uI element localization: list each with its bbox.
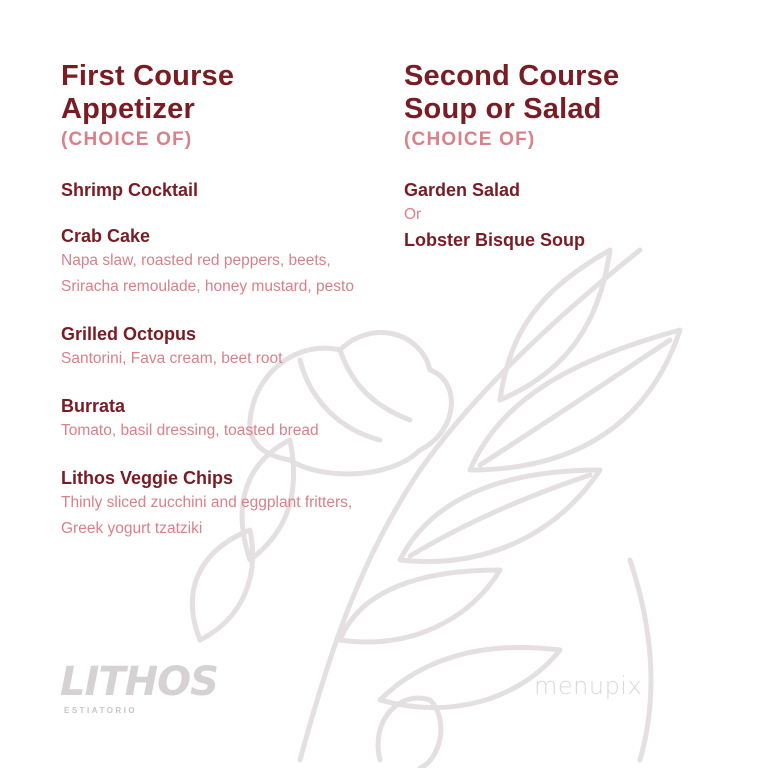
- or-separator: Or: [404, 206, 422, 223]
- menu-item-name-lobster-bisque: Lobster Bisque Soup: [404, 230, 586, 250]
- second-course-choice-note: (CHOICE OF): [404, 129, 536, 150]
- second-course-title-line1: Second Course: [404, 60, 620, 92]
- menu-item-name: Crab Cake: [61, 226, 151, 246]
- first-course-title: [61, 60, 391, 126]
- menu-item: [61, 224, 391, 300]
- menu-item-description: Thinly sliced zucchini and eggplant fritters, Greek yogurt tzatziki: [61, 494, 353, 537]
- second-course-section: [404, 60, 734, 252]
- menu-item-name: Grilled Octopus: [61, 324, 197, 344]
- menu-item-name-garden-salad: Garden Salad: [404, 180, 521, 200]
- menu-item-description: Napa slaw, roasted red peppers, beets, Sriracha remoulade, honey mustard, pesto: [61, 252, 354, 295]
- menu-item-description: Santorini, Fava cream, beet root: [61, 350, 283, 367]
- menu-item: [61, 394, 391, 444]
- logo-wordmark: LITHOS: [60, 659, 218, 705]
- menu-item-description: Tomato, basil dressing, toasted bread: [61, 422, 319, 439]
- menu-item: [61, 466, 391, 542]
- logo-subtitle: ESTIATORIO: [64, 706, 138, 715]
- second-course-title: [404, 60, 734, 126]
- first-course-title-line2: Appetizer: [61, 93, 195, 125]
- second-course-title-line2: Soup or Salad: [404, 93, 602, 125]
- menu-item: [61, 322, 391, 372]
- menu-item-name: Burrata: [61, 396, 126, 416]
- first-course-items: [61, 178, 391, 542]
- menu-item-name: Shrimp Cocktail: [61, 180, 199, 200]
- menu-item: [61, 178, 391, 202]
- lithos-logo: [60, 659, 218, 720]
- first-course-choice-note: (CHOICE OF): [61, 129, 193, 150]
- menupix-watermark: menupix: [534, 672, 643, 700]
- first-course-section: [61, 60, 391, 564]
- second-course-items: [404, 178, 734, 252]
- menu-item-name: Lithos Veggie Chips: [61, 468, 234, 488]
- first-course-title-line1: First Course: [61, 60, 235, 92]
